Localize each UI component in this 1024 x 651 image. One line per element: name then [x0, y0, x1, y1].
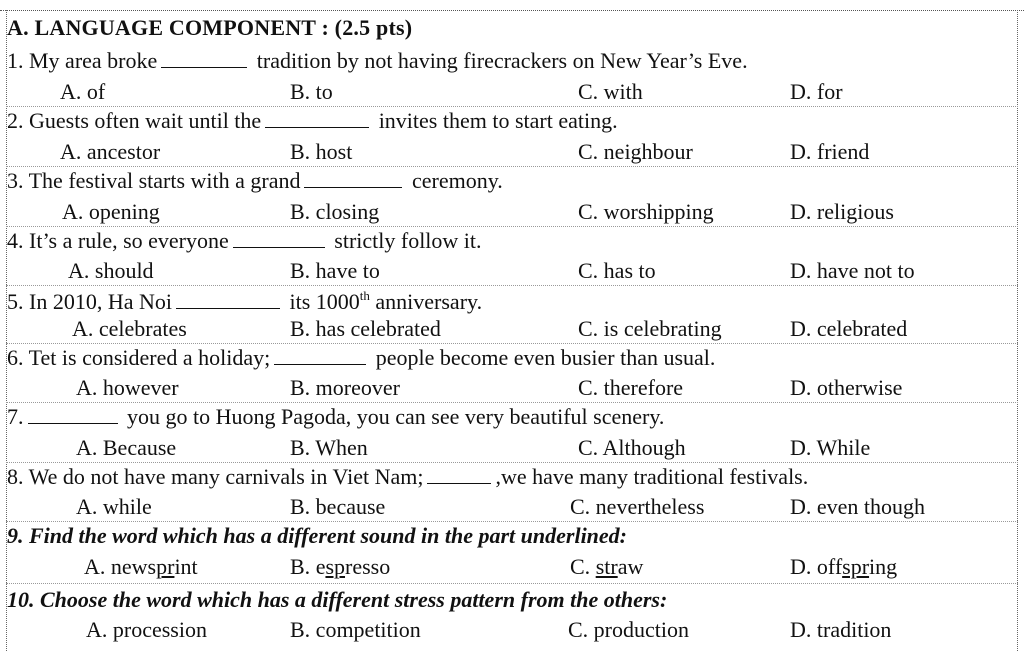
option-text: off — [816, 554, 843, 579]
row-separator — [6, 343, 1018, 344]
option-c[interactable]: C. neighbour — [578, 139, 693, 164]
row-separator — [6, 285, 1018, 286]
option-c[interactable] — [570, 556, 643, 578]
option-b[interactable]: B. moreover — [290, 375, 400, 400]
question-text-post: invites them to start eating. — [378, 108, 618, 133]
option-d[interactable]: D. otherwise — [790, 375, 903, 400]
option-c[interactable]: C. is celebrating — [578, 316, 722, 341]
option-text: news — [110, 554, 157, 579]
question-7 — [7, 406, 664, 428]
option-b[interactable]: B. to — [290, 79, 333, 104]
question-number: 1. — [7, 48, 24, 73]
option-c[interactable]: C. production — [568, 617, 689, 642]
row-separator — [6, 402, 1018, 403]
row-separator — [6, 462, 1018, 463]
question-text-post-b: anniversary. — [375, 289, 483, 314]
superscript: th — [359, 288, 370, 303]
option-d[interactable]: D. have not to — [790, 258, 915, 283]
option-c[interactable]: C. has to — [578, 258, 656, 283]
option-letter: A. — [84, 554, 106, 579]
question-text-pre: We do not have many carnivals in Viet Nam; — [28, 464, 424, 489]
answer-blank[interactable] — [427, 467, 491, 484]
option-a[interactable]: A. Because — [76, 435, 177, 460]
option-a[interactable] — [84, 556, 198, 578]
option-letter: D. — [790, 554, 812, 579]
question-4 — [7, 230, 482, 252]
answer-blank[interactable] — [233, 231, 325, 248]
option-letter: C. — [570, 554, 591, 579]
option-d[interactable]: D. tradition — [790, 617, 892, 642]
question-number: 7. — [7, 404, 24, 429]
question-6 — [7, 347, 715, 369]
question-text-pre: Guests often wait until the — [29, 108, 262, 133]
option-b[interactable]: B. host — [290, 139, 353, 164]
question-number: 6. — [7, 345, 24, 370]
instruction-text: Choose the word which has a different stress pattern from the others: — [40, 587, 668, 612]
question-10 — [7, 589, 667, 611]
answer-blank[interactable] — [265, 111, 369, 128]
option-d[interactable]: D. for — [790, 79, 843, 104]
question-text-post: tradition by not having firecrackers on New Year’s Eve. — [256, 48, 748, 73]
option-a[interactable]: A. procession — [86, 617, 207, 642]
section-title: A. LANGUAGE COMPONENT : (2.5 pts) — [7, 15, 413, 40]
question-3 — [7, 170, 503, 192]
question-text-post-a: its 1000 — [289, 289, 360, 314]
question-text-pre: In 2010, Ha Noi — [29, 289, 172, 314]
option-a[interactable]: A. while — [76, 494, 152, 519]
option-text: int — [174, 554, 198, 579]
row-separator — [6, 166, 1018, 167]
option-d[interactable] — [790, 556, 897, 578]
option-a[interactable]: A. celebrates — [72, 316, 187, 341]
option-letter: B. — [290, 554, 311, 579]
underlined-part: spr — [842, 554, 870, 579]
question-number: 3. — [7, 168, 24, 193]
option-text: aw — [617, 554, 644, 579]
question-text-pre: My area broke — [29, 48, 158, 73]
question-text-pre: It’s a rule, so everyone — [29, 228, 229, 253]
option-c[interactable]: C. Although — [578, 435, 686, 460]
question-8 — [7, 466, 808, 488]
option-b[interactable]: B. have to — [290, 258, 380, 283]
option-text: resso — [345, 554, 391, 579]
option-d[interactable]: D. While — [790, 435, 871, 460]
option-a[interactable]: A. should — [68, 258, 154, 283]
option-text: e — [315, 554, 326, 579]
option-b[interactable]: B. closing — [290, 199, 380, 224]
question-1 — [7, 50, 748, 72]
question-text-pre: Tet is considered a holiday; — [28, 345, 271, 370]
option-b[interactable]: B. competition — [290, 617, 421, 642]
option-b[interactable]: B. because — [290, 494, 386, 519]
option-c[interactable]: C. nevertheless — [570, 494, 705, 519]
option-c[interactable]: C. worshipping — [578, 199, 714, 224]
option-a[interactable]: A. of — [60, 79, 106, 104]
row-separator — [6, 583, 1018, 584]
row-separator — [6, 521, 1018, 522]
answer-blank[interactable] — [161, 51, 247, 68]
answer-blank[interactable] — [304, 171, 402, 188]
option-b[interactable] — [290, 556, 390, 578]
underlined-part: pr — [156, 554, 175, 579]
answer-blank[interactable] — [28, 407, 118, 424]
question-text-post: strictly follow it. — [334, 228, 482, 253]
top-border — [0, 10, 1024, 11]
option-text: ing — [869, 554, 898, 579]
question-number: 8. — [7, 464, 24, 489]
option-d[interactable]: D. religious — [790, 199, 894, 224]
option-a[interactable]: A. ancestor — [60, 139, 161, 164]
question-text-post: people become even busier than usual. — [375, 345, 716, 370]
question-text-pre: The festival starts with a grand — [28, 168, 301, 193]
question-number: 2. — [7, 108, 24, 133]
question-number: 9. — [7, 523, 24, 548]
option-b[interactable]: B. When — [290, 435, 368, 460]
question-9 — [7, 525, 627, 547]
question-text-post: you go to Huong Pagoda, you can see very beautiful scenery. — [127, 404, 665, 429]
option-d[interactable]: D. even though — [790, 494, 926, 519]
question-number: 4. — [7, 228, 24, 253]
question-number: 5. — [7, 289, 24, 314]
option-a[interactable]: A. however — [76, 375, 179, 400]
option-c[interactable]: C. therefore — [578, 375, 684, 400]
question-2 — [7, 110, 618, 132]
answer-blank[interactable] — [176, 292, 280, 309]
question-5 — [7, 289, 482, 313]
option-c[interactable]: C. with — [578, 79, 643, 104]
option-a[interactable]: A. opening — [62, 199, 160, 224]
option-d[interactable]: D. celebrated — [790, 316, 908, 341]
row-separator — [6, 226, 1018, 227]
option-b[interactable]: B. has celebrated — [290, 316, 441, 341]
row-separator — [6, 106, 1018, 107]
option-d[interactable]: D. friend — [790, 139, 870, 164]
question-text-post: ,we have many traditional festivals. — [495, 464, 809, 489]
instruction-text: Find the word which has a different sound in the part underlined: — [29, 523, 628, 548]
question-text-post: ceremony. — [411, 168, 503, 193]
underlined-part: sp — [325, 554, 346, 579]
underlined-part: str — [595, 554, 618, 579]
answer-blank[interactable] — [274, 348, 366, 365]
question-number: 10. — [7, 587, 35, 612]
